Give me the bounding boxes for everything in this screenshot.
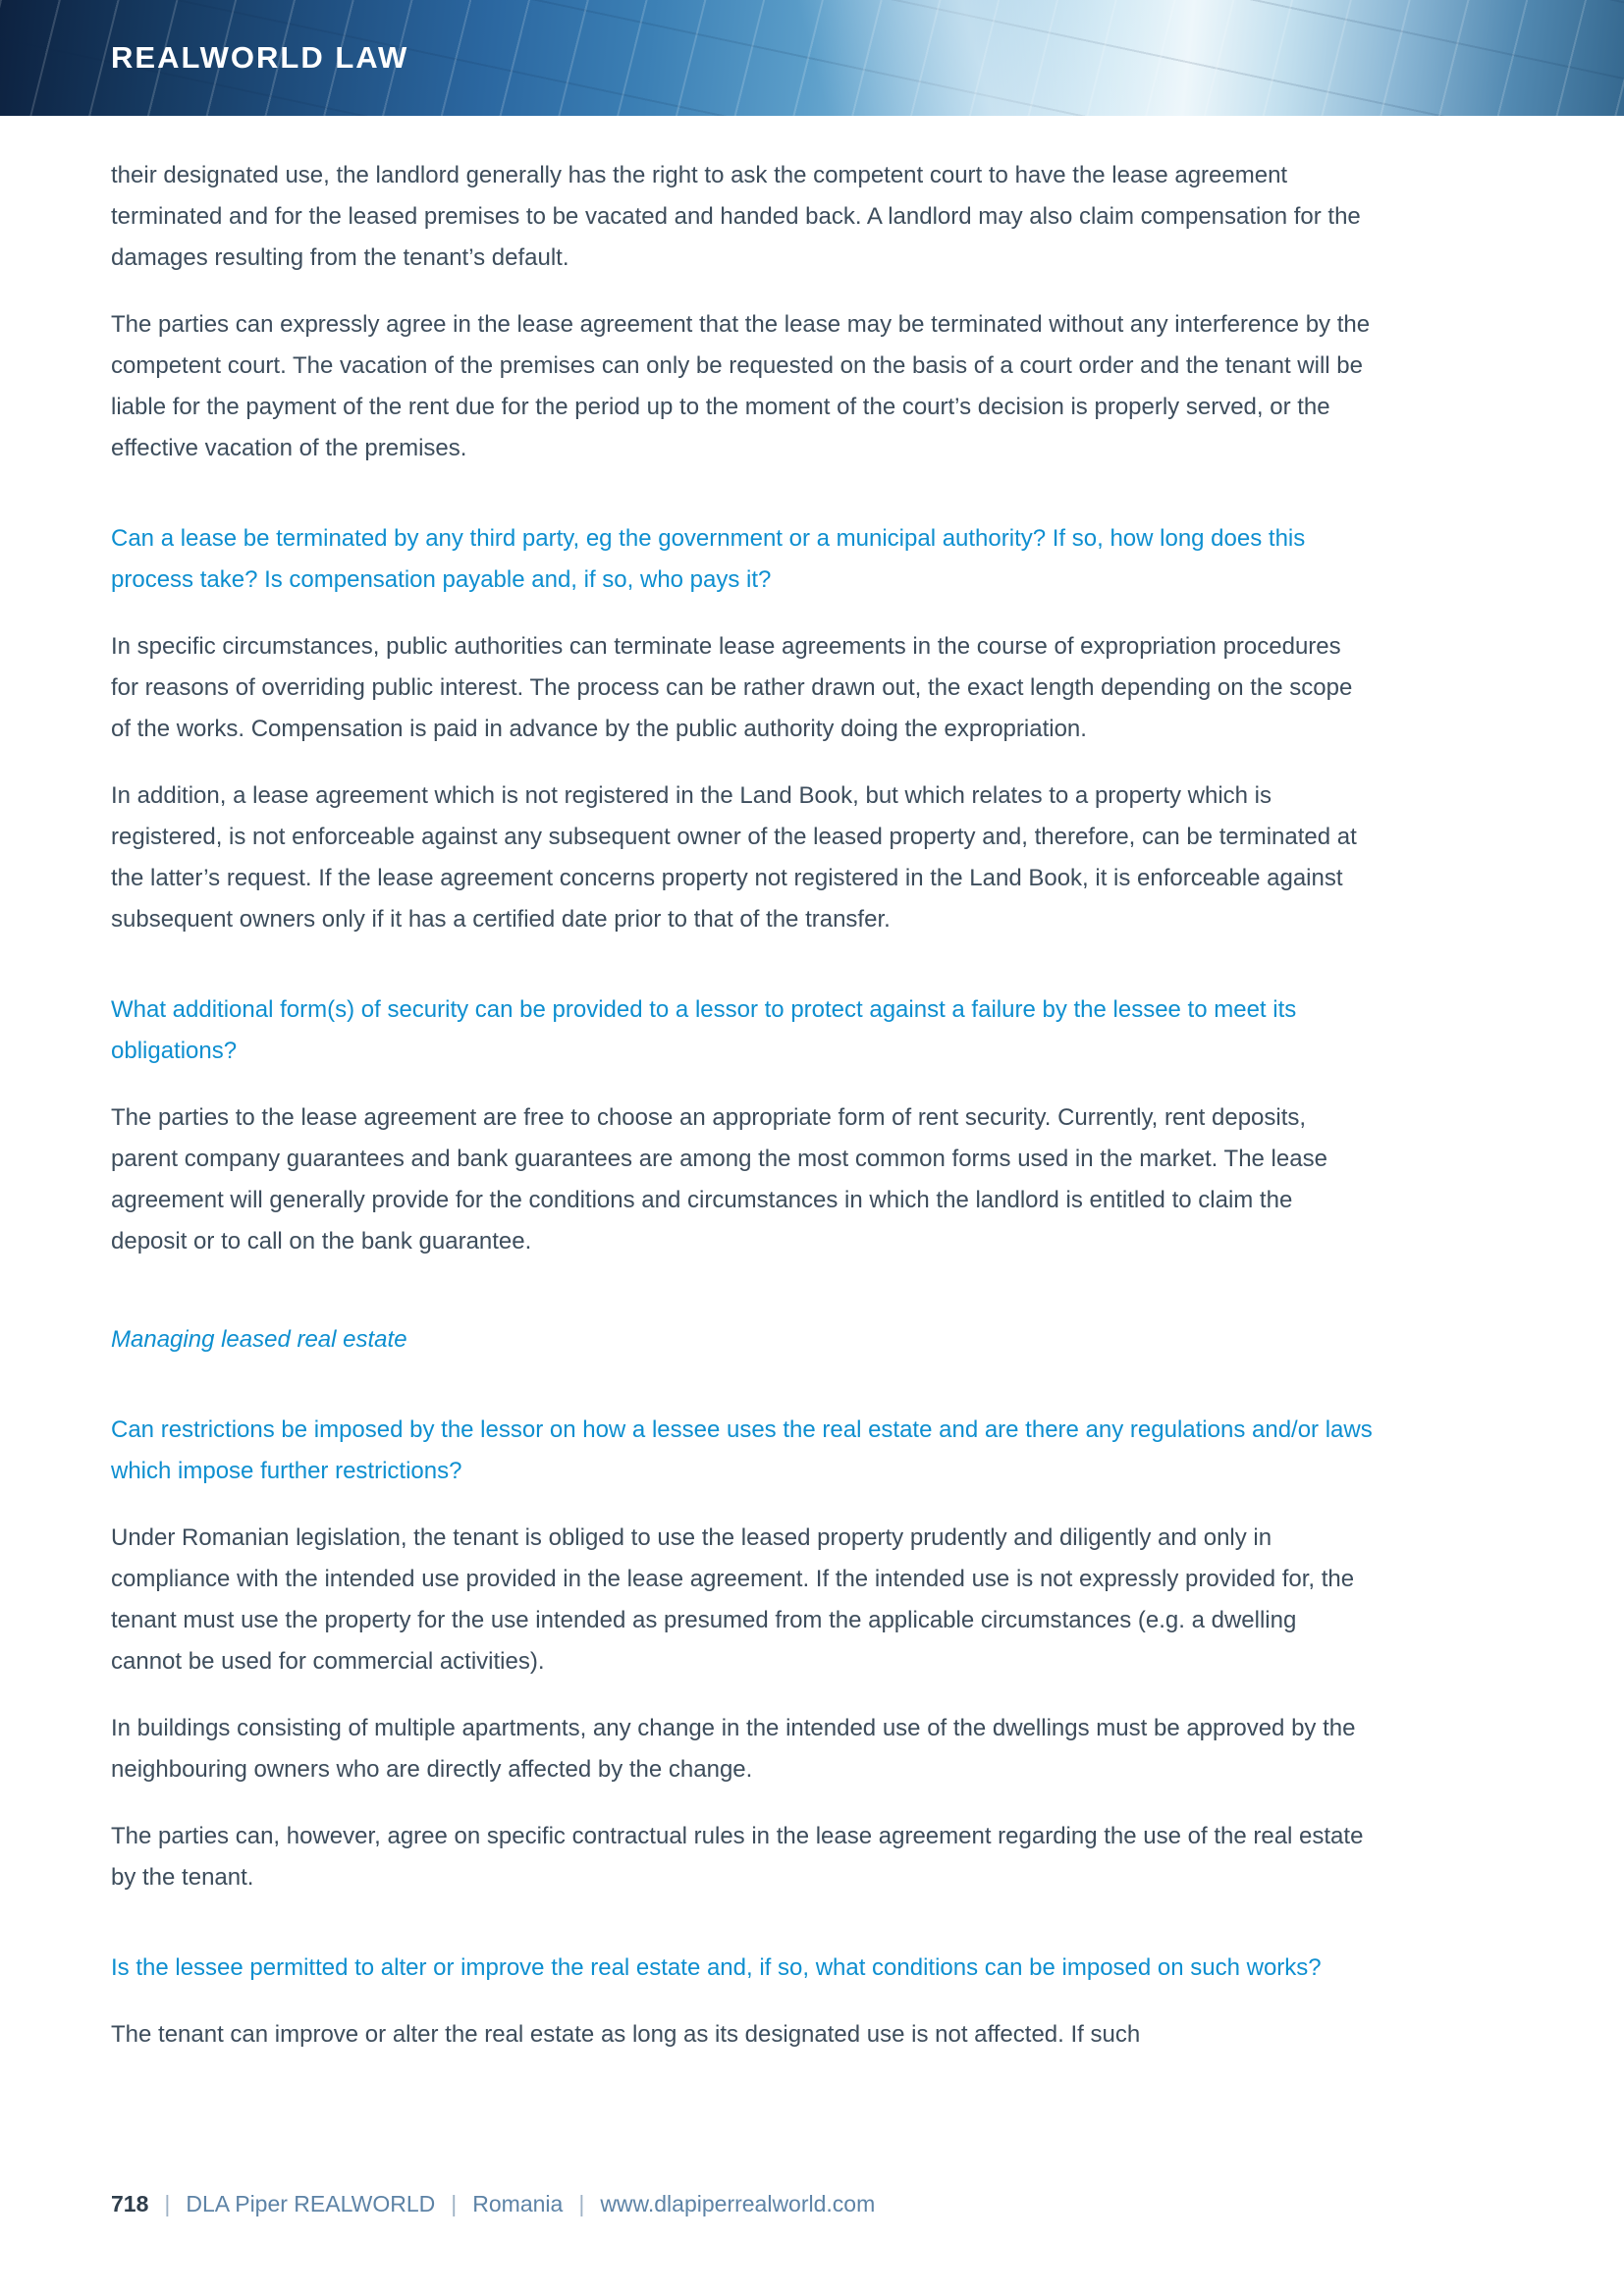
question-heading: Can a lease be terminated by any third party, eg the government or a municipal authority? If so, how long does this process take? Is compensation payable and, if so, who pays it? bbox=[111, 525, 1306, 593]
question-heading: Is the lessee permitted to alter or improve the real estate and, if so, what conditions can be imposed on such works? bbox=[111, 1954, 1322, 1981]
body-paragraph: In addition, a lease agreement which is not registered in the Land Book, but which relates to a property which is registered, is not enforceable against any subsequent owner of the leased property and, therefore, can be terminated at the latter’s request. If the lease agreement concerns property not registered in the Land Book, it is enforceable against subsequent owners only if it has a certified date prior to that of the transfer. bbox=[111, 782, 1357, 933]
body-paragraph: their designated use, the landlord generally has the right to ask the competent court to have the lease agreement terminated and for the leased premises to be vacated and handed back. A landlord may also claim compensation for the damages resulting from the tenant’s default. bbox=[111, 162, 1361, 271]
page-content bbox=[0, 116, 1373, 2056]
footer-separator: | bbox=[451, 2191, 458, 2216]
footer-separator: | bbox=[164, 2191, 171, 2216]
footer-website-link[interactable]: www.dlapiperrealworld.com bbox=[600, 2191, 876, 2216]
question-heading: What additional form(s) of security can be provided to a lessor to protect against a failure by the lessee to meet its obligations? bbox=[111, 996, 1297, 1064]
body-paragraph: The parties can, however, agree on specific contractual rules in the lease agreement regarding the use of the real estate by the tenant. bbox=[111, 1823, 1364, 1891]
section-subheading: Managing leased real estate bbox=[111, 1326, 407, 1353]
header-banner-image bbox=[0, 0, 1624, 116]
body-paragraph: The parties to the lease agreement are free to choose an appropriate form of rent security. Currently, rent deposits, parent company guarantees and bank guarantees are among the most common forms used in the market. The lease agreement will generally provide for the conditions and circumstances in which the landlord is entitled to claim the deposit or to call on the bank guarantee. bbox=[111, 1104, 1327, 1255]
footer-page-number: 718 bbox=[111, 2191, 149, 2216]
footer-country: Romania bbox=[472, 2191, 564, 2216]
body-paragraph: The tenant can improve or alter the real estate as long as its designated use is not affected. If such bbox=[111, 2021, 1141, 2048]
body-paragraph: The parties can expressly agree in the lease agreement that the lease may be terminated without any interference by the competent court. The vacation of the premises can only be requested on the basis of a court order and the tenant will be liable for the payment of the rent due for the period up to the moment of the court’s decision is properly served, or the effective vacation of the premises. bbox=[111, 311, 1371, 461]
footer-separator: | bbox=[578, 2191, 585, 2216]
header-title: REALWORLD LAW bbox=[111, 40, 409, 75]
body-paragraph: In specific circumstances, public authorities can terminate lease agreements in the course of expropriation procedures for reasons of overriding public interest. The process can be rather drawn out, the exact length depending on the scope of the works. Compensation is paid in advance by the public authority doing the expropriation. bbox=[111, 633, 1353, 742]
body-paragraph: In buildings consisting of multiple apartments, any change in the intended use of the dwellings must be approved by the neighbouring owners who are directly affected by the change. bbox=[111, 1715, 1356, 1783]
footer-publisher: DLA Piper REALWORLD bbox=[186, 2191, 436, 2216]
page-footer bbox=[111, 2191, 875, 2217]
question-heading: Can restrictions be imposed by the lessor on how a lessee uses the real estate and are there any regulations and/or laws which impose further restrictions? bbox=[111, 1416, 1373, 1484]
body-paragraph: Under Romanian legislation, the tenant is obliged to use the leased property prudently and diligently and only in compliance with the intended use provided in the lease agreement. If the intended use is not expressly provided for, the tenant must use the property for the use intended as presumed from the applicable circumstances (e.g. a dwelling cannot be used for commercial activities). bbox=[111, 1524, 1355, 1675]
